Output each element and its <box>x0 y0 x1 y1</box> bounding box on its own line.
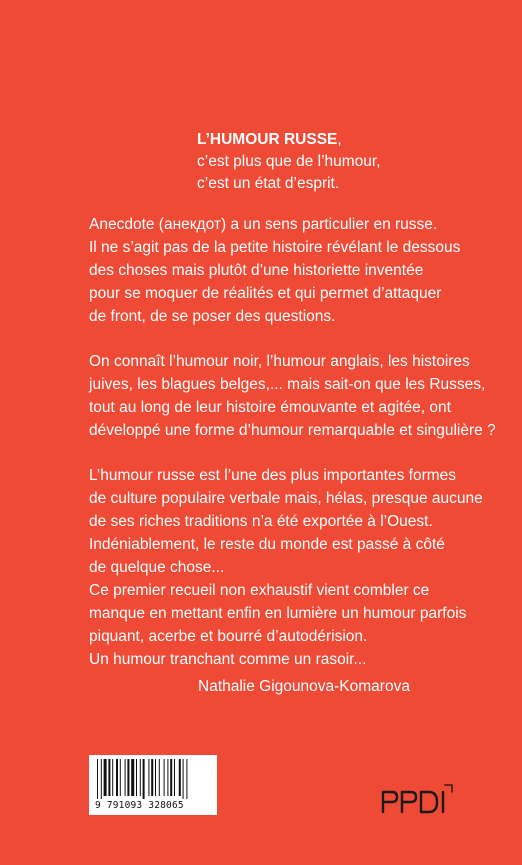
barcode-bar <box>167 759 168 796</box>
barcode-bar <box>151 759 153 796</box>
blurb-paragraph-2 <box>89 350 496 442</box>
blurb-line: de quelque chose... <box>89 559 225 576</box>
barcode-bar <box>183 759 184 799</box>
barcode-bar <box>127 759 129 796</box>
barcode-bar <box>186 759 187 799</box>
author-name: Nathalie Gigounova-Komarova <box>198 678 410 695</box>
blurb-line: de ses riches traditions n’a été exportée à l’Ouest. <box>89 513 433 530</box>
blurb-line: des choses mais plutôt d’une historiette inventée <box>89 262 424 279</box>
barcode-bar <box>143 759 145 799</box>
blurb-line: pour se moquer de réalités et qui permet d’attaquer <box>89 285 442 302</box>
barcode-bar <box>136 759 137 796</box>
barcode-bar <box>148 759 149 796</box>
blurb-line: de culture populaire verbale mais, hélas, presque aucune <box>89 490 483 507</box>
isbn-barcode <box>89 755 217 815</box>
barcode-bar <box>116 759 118 796</box>
barcode-bar <box>174 759 175 796</box>
blurb-line: L’humour russe est l’une des plus importantes formes <box>89 467 457 484</box>
blurb-line: Anecdote (анекдот) a un sens particulier en russe. <box>89 216 438 233</box>
blurb-line: Ce premier recueil non exhaustif vient combler ce <box>89 582 430 599</box>
blurb-line: juives, les blagues belges,... mais sait-on que les Russes, <box>89 376 486 393</box>
barcode-bar <box>179 759 181 796</box>
barcode-bar <box>104 759 107 796</box>
blurb-line: Il ne s’agit pas de la petite histoire révélant le dessous <box>89 239 461 256</box>
tagline <box>197 129 497 195</box>
barcode-bar <box>155 759 156 796</box>
blurb-line: On connaît l’humour noir, l’humour anglais, les histoires <box>89 353 470 370</box>
barcode-bar <box>164 759 165 796</box>
barcode-bar <box>170 759 172 796</box>
isbn-digits: 9 791093 328065 <box>95 800 184 811</box>
blurb <box>89 213 496 693</box>
blurb-paragraph-1 <box>89 213 489 328</box>
blurb-line: de front, de se poser des questions. <box>89 308 336 325</box>
barcode-bar <box>112 759 113 796</box>
blurb-line: tout au long de leur histoire émouvante et agitée, ont <box>89 399 451 416</box>
tagline-line-3: c’est un état d’esprit. <box>197 175 340 192</box>
tagline-title <box>197 129 497 151</box>
barcode-bar <box>120 759 121 796</box>
barcode-bar <box>97 759 98 799</box>
tagline-line-2: c’est plus que de l’humour, <box>197 153 381 170</box>
ppdi-logo-icon <box>380 782 460 814</box>
blurb-line: piquant, acerbe et bourré d’autodérision. <box>89 628 368 645</box>
barcode-bars <box>95 759 211 799</box>
tagline-title-rest: , <box>337 131 342 148</box>
barcode-bar <box>125 759 126 796</box>
blurb-line: développé une forme d’humour remarquable et singulière ? <box>89 422 496 439</box>
barcode-bar <box>108 759 110 796</box>
barcode-bar <box>131 759 134 796</box>
blurb-line: Un humour tranchant comme un rasoir... <box>89 651 367 668</box>
barcode-bar <box>101 759 102 799</box>
tagline-title-strong: L’HUMOUR RUSSE <box>197 131 338 148</box>
blurb-paragraph-3 <box>89 464 489 671</box>
blurb-line: Indéniablement, le reste du monde est passé à côté <box>89 536 445 553</box>
barcode-bar <box>159 759 160 796</box>
barcode-bar <box>140 759 141 796</box>
blurb-line: manque en mettant enfin en lumière un humour parfois <box>89 605 467 622</box>
